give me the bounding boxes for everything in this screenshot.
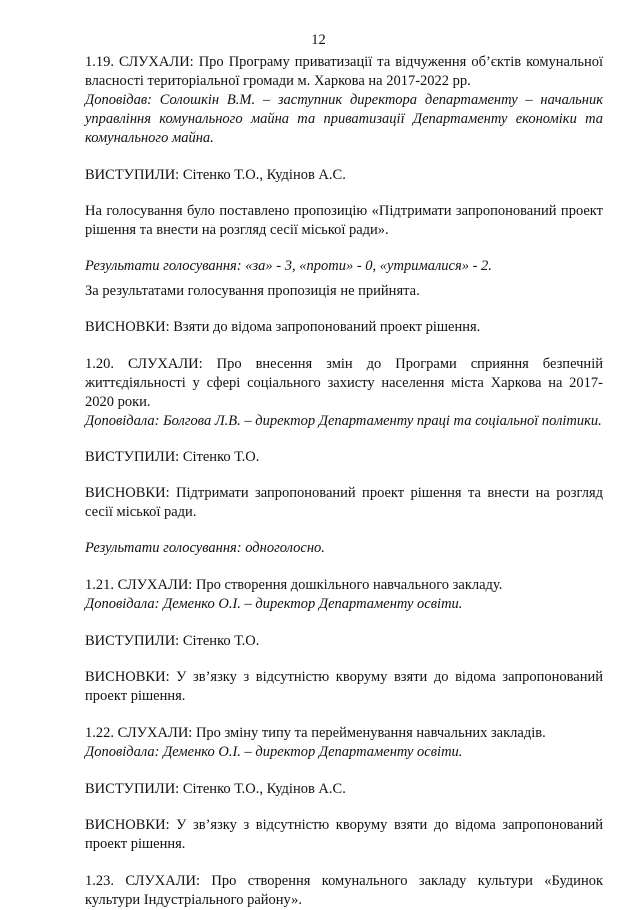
item-1-19-conclusion: ВИСНОВКИ: Взяти до відома запропонований проект рішення. xyxy=(85,319,481,335)
item-1-21-conclusion: ВИСНОВКИ: У зв’язку з відсутністю кворуму взяти до відома запропонований проект рішення. xyxy=(85,669,603,704)
item-1-19-spoke: ВИСТУПИЛИ: Сітенко Т.О., Кудінов А.С. xyxy=(85,167,346,183)
item-1-20-vote: Результати голосування: одноголосно. xyxy=(85,540,325,556)
item-1-19-vote-outcome: За результатами голосування пропозиція не прийнята. xyxy=(85,283,420,299)
item-1-21-heard: 1.21. СЛУХАЛИ: Про створення дошкільного навчального закладу. xyxy=(85,577,503,593)
item-1-19-reporter: Доповідав: Солошкін В.М. – заступник директора департаменту – начальник управління комунального майна та приватизації Департаменту економіки та комунального майна. xyxy=(85,92,603,146)
minutes-body xyxy=(85,53,603,910)
item-1-22-reporter: Доповідала: Деменко О.І. – директор Департаменту освіти. xyxy=(85,744,463,760)
item-1-22-spoke: ВИСТУПИЛИ: Сітенко Т.О., Кудінов А.С. xyxy=(85,781,346,797)
item-1-20-reporter: Доповідала: Болгова Л.В. – директор Департаменту праці та соціальної політики. xyxy=(85,413,602,429)
item-1-19-proposal: На голосування було поставлено пропозицію «Підтримати запропонований проект рішення та внести на розгляд сесії міської ради». xyxy=(85,203,603,238)
item-1-21-spoke: ВИСТУПИЛИ: Сітенко Т.О. xyxy=(85,633,260,649)
item-1-22-heard: 1.22. СЛУХАЛИ: Про зміну типу та перейменування навчальних закладів. xyxy=(85,725,546,741)
item-1-20-conclusion: ВИСНОВКИ: Підтримати запропонований проект рішення та внести на розгляд сесії міської ради. xyxy=(85,485,603,520)
item-1-19-heard: 1.19. СЛУХАЛИ: Про Програму приватизації та відчуження об’єктів комунальної власності територіальної громади м. Харкова на 2017-2022 рр. xyxy=(85,54,603,89)
page-number: 12 xyxy=(311,32,326,48)
item-1-21-reporter: Доповідала: Деменко О.І. – директор Департаменту освіти. xyxy=(85,596,463,612)
item-1-19-vote: Результати голосування: «за» - 3, «проти» - 0, «утрималися» - 2. xyxy=(85,258,492,274)
item-1-23-heard: 1.23. СЛУХАЛИ: Про створення комунального закладу культури «Будинок культури Індустріального району». xyxy=(85,873,603,908)
item-1-22-conclusion: ВИСНОВКИ: У зв’язку з відсутністю кворуму взяти до відома запропонований проект рішення. xyxy=(85,817,603,852)
item-1-20-spoke: ВИСТУПИЛИ: Сітенко Т.О. xyxy=(85,449,260,465)
item-1-20-heard: 1.20. СЛУХАЛИ: Про внесення змін до Програми сприяння безпечній життєдіяльності у сфері соціального захисту населення міста Харкова на 2017-2020 роки. xyxy=(85,356,603,410)
